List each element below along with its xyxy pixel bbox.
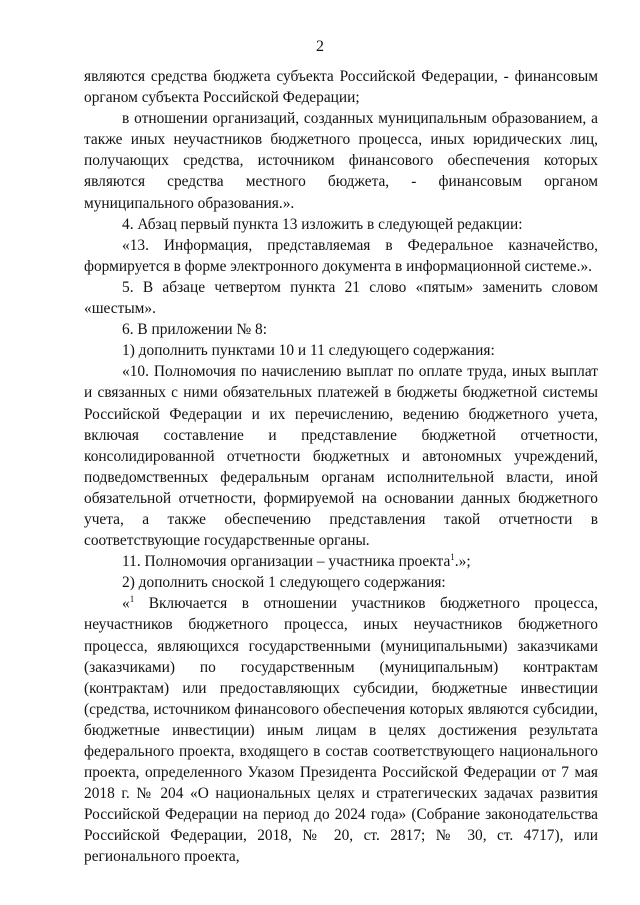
paragraph-5: 5. В абзаце четвертом пункта 21 слово «пятым» заменить словом «шестым».	[84, 278, 598, 318]
paragraph-7: 1) дополнить пунктами 10 и 11 следующего содержания:	[122, 342, 495, 360]
paragraph-2: в отношении организаций, созданных муниципальным образованием, а также иных неучастников бюджетного процесса, иных юридических лиц, получающих средства, источником финансового обеспечения которых являются средства местного бюджета, - финансовым органом муниципального образования.».	[84, 110, 598, 212]
paragraph-6: 6. В приложении № 8:	[122, 321, 267, 339]
paragraph-3: 4. Абзац первый пункта 13 изложить в следующей редакции:	[122, 215, 523, 233]
page-number: 2	[316, 38, 324, 55]
footnote-marker: 1	[129, 594, 135, 605]
paragraph-11-footnote: «$^1$ Включается в отношении участников бюджетного процесса, неучастников бюджетного процесса, иных неучастников бюджетного процесса, являющихся государственными (муниципальными) заказчиками (заказчиками) по государственным (муниципальным) контрактам (контрактам) или предоставляющих субсидии, бюджетные инвестиции (средства, источником финансового обеспечения которых являются субсидии, бюджетные инвестиции) иным лицам в целях достижения результата федерального проекта, входящего в состав соответствующего национального проекта, определенного Указом Президента Российской Федерации от 7 мая 2018 г. № 204 «О национальных целях и стратегических задачах развития Российской Федерации на период до 2024 года» (Собрание законодательства Российской Федерации, 2018, № 20, ст. 2817; № 30, ст. 4717), или регионального проекта,	[84, 594, 598, 866]
footnote-marker: 1	[450, 552, 455, 563]
paragraph-10: 2) дополнить сноской 1 следующего содержания:	[122, 574, 446, 592]
paragraph-8: «10. Полномочия по начислению выплат по оплате труда, иных выплат и связанных с ними обязательных платежей в бюджеты бюджетной системы Российской Федерации и их перечислению, ведению бюджетного учета, включая составление и представление бюджетной отчетности, консолидированной отчетности бюджетных и автономных учреждений, подведомственных федеральным органам исполнительной власти, иной обязательной отчетности, формируемой на основании данных бюджетного учета, а также обеспечению представления такой отчетности в соответствующие государственные органы.	[84, 363, 598, 550]
document-body	[84, 66, 598, 868]
paragraph-9: 11. Полномочия организации – участника проекта$^1$.»;	[122, 552, 471, 571]
paragraph-1: являются средства бюджета субъекта Российской Федерации, - финансовым органом субъекта Российской Федерации;	[84, 68, 598, 107]
paragraph-4: «13. Информация, представляемая в Федеральное казначейство, формируется в форме электронного документа в информационной системе.».	[84, 236, 598, 275]
